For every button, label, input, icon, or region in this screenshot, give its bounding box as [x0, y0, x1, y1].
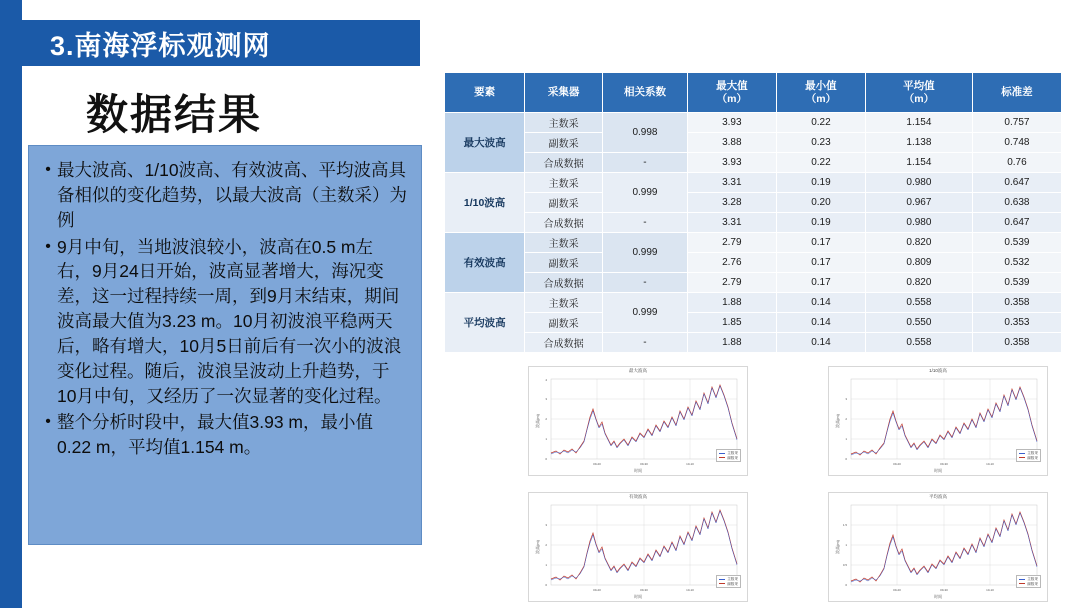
cell-collector: 主数采	[525, 293, 603, 313]
table-row	[445, 333, 1062, 353]
svg-text:0: 0	[545, 457, 547, 461]
cell-min: 0.19	[776, 213, 865, 233]
svg-text:3: 3	[845, 397, 847, 401]
cell-correlation: 0.999	[603, 173, 688, 213]
svg-text:0: 0	[845, 457, 847, 461]
row-group-label: 有效波高	[445, 233, 525, 293]
svg-text:2: 2	[845, 417, 847, 421]
svg-text:2: 2	[545, 543, 547, 547]
cell-mean: 0.980	[865, 213, 972, 233]
legend-label: 主数采	[1027, 451, 1038, 456]
statistics-table	[444, 72, 1062, 353]
column-header-std: 标准差	[972, 73, 1061, 113]
timeseries-chart-significant-wave-height	[528, 492, 748, 602]
row-group-label: 最大波高	[445, 113, 525, 173]
column-header-min: 最小值 （m）	[776, 73, 865, 113]
legend-label: 主数采	[727, 577, 738, 582]
bullet-dot-icon: •	[45, 237, 51, 255]
cell-collector: 副数采	[525, 133, 603, 153]
cell-collector: 主数采	[525, 113, 603, 133]
chart-x-axis-label: 时间	[934, 594, 942, 599]
svg-text:0.5: 0.5	[842, 563, 847, 567]
column-header-mean: 平均值 （m）	[865, 73, 972, 113]
legend-label: 主数采	[1027, 577, 1038, 582]
svg-text:09-30: 09-30	[640, 462, 648, 466]
section-title: 3.南海浮标观测网	[50, 30, 271, 61]
cell-correlation: -	[603, 273, 688, 293]
row-group-label: 1/10波高	[445, 173, 525, 233]
legend-label: 副数采	[1027, 455, 1038, 460]
cell-max: 1.88	[687, 333, 776, 353]
cell-std: 0.638	[972, 193, 1061, 213]
svg-text:1: 1	[845, 543, 847, 547]
cell-max: 3.28	[687, 193, 776, 213]
cell-max: 1.85	[687, 313, 776, 333]
chart-title: 平均波高	[929, 494, 947, 499]
cell-min: 0.17	[776, 253, 865, 273]
cell-max: 3.93	[687, 153, 776, 173]
cell-correlation: 0.998	[603, 113, 688, 153]
svg-text:1.5: 1.5	[842, 523, 847, 527]
cell-mean: 0.967	[865, 193, 972, 213]
timeseries-chart-mean-wave-height	[828, 492, 1048, 602]
cell-collector: 合成数据	[525, 213, 603, 233]
table-row	[445, 253, 1062, 273]
chart-x-axis-label: 时间	[634, 594, 642, 599]
table-row	[445, 173, 1062, 193]
legend-label: 副数采	[727, 581, 738, 586]
cell-std: 0.353	[972, 313, 1061, 333]
chart-legend	[1016, 449, 1041, 462]
svg-text:1: 1	[845, 437, 847, 441]
cell-std: 0.358	[972, 333, 1061, 353]
cell-min: 0.19	[776, 173, 865, 193]
chart-y-axis-label: 波高(m)	[535, 540, 540, 554]
timeseries-chart-one-tenth-wave-height	[828, 366, 1048, 476]
cell-correlation: 0.999	[603, 233, 688, 273]
legend-label: 副数采	[1027, 581, 1038, 586]
cell-min: 0.14	[776, 333, 865, 353]
cell-std: 0.539	[972, 233, 1061, 253]
chart-y-axis-label: 波高(m)	[835, 540, 840, 554]
timeseries-chart-max-wave-height	[528, 366, 748, 476]
chart-title: 最大波高	[629, 368, 647, 373]
cell-mean: 1.138	[865, 133, 972, 153]
svg-text:0: 0	[845, 583, 847, 587]
cell-max: 2.76	[687, 253, 776, 273]
cell-std: 0.748	[972, 133, 1061, 153]
chart-x-axis-label: 时间	[634, 468, 642, 473]
cell-std: 0.539	[972, 273, 1061, 293]
svg-text:09-20: 09-20	[593, 462, 601, 466]
cell-mean: 0.558	[865, 293, 972, 313]
cell-mean: 1.154	[865, 113, 972, 133]
svg-text:0: 0	[545, 583, 547, 587]
left-accent-bar	[0, 0, 22, 608]
svg-text:4: 4	[545, 378, 547, 382]
table-row	[445, 313, 1062, 333]
cell-max: 3.31	[687, 173, 776, 193]
cell-std: 0.76	[972, 153, 1061, 173]
cell-mean: 1.154	[865, 153, 972, 173]
svg-text:09-30: 09-30	[640, 588, 648, 592]
bullet-dot-icon: •	[45, 161, 51, 178]
cell-max: 3.93	[687, 113, 776, 133]
column-header-element: 要素	[445, 73, 525, 113]
svg-text:3: 3	[545, 523, 547, 527]
list-item	[39, 158, 407, 233]
cell-mean: 0.550	[865, 313, 972, 333]
row-group-label: 平均波高	[445, 293, 525, 353]
table-row	[445, 153, 1062, 173]
page-title: 数据结果	[86, 91, 263, 138]
table-row	[445, 113, 1062, 133]
svg-text:09-20: 09-20	[893, 588, 901, 592]
list-item	[39, 235, 407, 409]
svg-text:09-30: 09-30	[940, 462, 948, 466]
cell-mean: 0.558	[865, 333, 972, 353]
cell-collector: 副数采	[525, 253, 603, 273]
bullet-text: 最大波高、1/10波高、有效波高、平均波高具备相似的变化趋势，以最大波高（主数采）为例	[57, 160, 407, 230]
table-row	[445, 233, 1062, 253]
cell-correlation: -	[603, 153, 688, 173]
table-row	[445, 293, 1062, 313]
table-row	[445, 273, 1062, 293]
svg-text:1: 1	[545, 563, 547, 567]
svg-text:10-10: 10-10	[986, 462, 994, 466]
section-title-bar	[22, 20, 420, 66]
cell-correlation: -	[603, 333, 688, 353]
cell-collector: 合成数据	[525, 153, 603, 173]
cell-max: 3.31	[687, 213, 776, 233]
cell-collector: 合成数据	[525, 333, 603, 353]
list-item	[39, 410, 407, 460]
svg-text:10-10: 10-10	[986, 588, 994, 592]
cell-max: 1.88	[687, 293, 776, 313]
column-header-max: 最大值 （m）	[687, 73, 776, 113]
legend-label: 主数采	[727, 451, 738, 456]
cell-min: 0.17	[776, 273, 865, 293]
cell-min: 0.22	[776, 113, 865, 133]
cell-correlation: 0.999	[603, 293, 688, 333]
svg-text:1: 1	[545, 437, 547, 441]
cell-mean: 0.809	[865, 253, 972, 273]
cell-collector: 副数采	[525, 313, 603, 333]
bullet-panel	[28, 145, 422, 545]
svg-text:2: 2	[545, 417, 547, 421]
cell-std: 0.358	[972, 293, 1061, 313]
svg-text:09-30: 09-30	[940, 588, 948, 592]
svg-text:10-10: 10-10	[686, 588, 694, 592]
svg-text:09-20: 09-20	[893, 462, 901, 466]
bullet-list	[39, 158, 407, 460]
svg-text:09-20: 09-20	[593, 588, 601, 592]
chart-title: 有效波高	[629, 494, 647, 499]
cell-max: 2.79	[687, 233, 776, 253]
svg-text:3: 3	[545, 397, 547, 401]
chart-y-axis-label: 波高(m)	[535, 414, 540, 428]
cell-collector: 主数采	[525, 173, 603, 193]
cell-correlation: -	[603, 213, 688, 233]
cell-mean: 0.820	[865, 273, 972, 293]
cell-min: 0.22	[776, 153, 865, 173]
cell-std: 0.757	[972, 113, 1061, 133]
table-header-row	[445, 73, 1062, 113]
bullet-text: 整个分析时段中，最大值3.93 m，最小值0.22 m，平均值1.154 m。	[57, 412, 373, 458]
cell-min: 0.23	[776, 133, 865, 153]
bullet-dot-icon: •	[45, 413, 51, 431]
cell-min: 0.14	[776, 313, 865, 333]
svg-text:10-10: 10-10	[686, 462, 694, 466]
cell-min: 0.20	[776, 193, 865, 213]
table-row	[445, 213, 1062, 233]
chart-legend	[1016, 575, 1041, 588]
chart-legend	[716, 575, 741, 588]
cell-std: 0.647	[972, 213, 1061, 233]
chart-title: 1/10波高	[929, 368, 947, 373]
cell-collector: 合成数据	[525, 273, 603, 293]
column-header-collector: 采集器	[525, 73, 603, 113]
cell-min: 0.14	[776, 293, 865, 313]
cell-max: 3.88	[687, 133, 776, 153]
bullet-text: 9月中旬，当地波浪较小，波高在0.5 m左右，9月24日开始，波高显著增大，海况变差，这一过程持续一周，到9月末结束，期间波高最大值为3.23 m。10月初波浪平稳两天后，略有增大，10月5日前后有一次小的波浪变化过程。随后，波浪呈波动上升趋势，于10月中旬，又经历了一次显著的变化过程。	[57, 236, 402, 406]
cell-max: 2.79	[687, 273, 776, 293]
cell-std: 0.647	[972, 173, 1061, 193]
table-row	[445, 133, 1062, 153]
legend-label: 副数采	[727, 455, 738, 460]
cell-std: 0.532	[972, 253, 1061, 273]
table-row	[445, 193, 1062, 213]
chart-y-axis-label: 波高(m)	[835, 414, 840, 428]
cell-mean: 0.820	[865, 233, 972, 253]
cell-mean: 0.980	[865, 173, 972, 193]
column-header-correlation: 相关系数	[603, 73, 688, 113]
cell-min: 0.17	[776, 233, 865, 253]
chart-legend	[716, 449, 741, 462]
cell-collector: 主数采	[525, 233, 603, 253]
chart-x-axis-label: 时间	[934, 468, 942, 473]
cell-collector: 副数采	[525, 193, 603, 213]
